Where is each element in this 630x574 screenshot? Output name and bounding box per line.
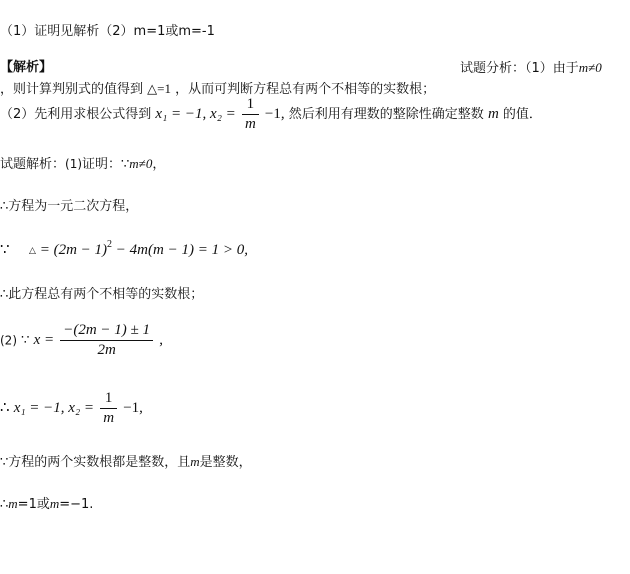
part1-text: 证明：∵ <box>82 157 130 172</box>
step5-a: ∵方程的两个实数根都是整数，且 <box>0 455 191 470</box>
step5-m: m <box>190 454 200 469</box>
solution-header-line <box>0 157 165 171</box>
step6-m2: m <box>49 496 60 511</box>
step6-m1: m <box>8 496 18 511</box>
step3-text: ∴此方程总有两个不相等的实数根； <box>0 287 204 302</box>
m-neq-zero: m≠0 <box>578 60 602 75</box>
solution-step-1 <box>0 200 138 213</box>
fraction-denominator: m <box>244 116 256 132</box>
solution-step-4 <box>0 391 143 426</box>
quadratic-numerator: −(2m − 1) ± 1 <box>60 323 153 341</box>
solution-header: 试题解析： <box>0 157 66 172</box>
analysis-intro: 试题分析：（1）由于 <box>460 61 579 76</box>
analysis-line-2 <box>0 82 435 96</box>
analysis-line3-b: 然后利用有理数的整除性确定整数 <box>288 107 484 122</box>
analysis-tag: 【解析】 <box>0 60 53 75</box>
discriminant-a: = (2m − 1) <box>39 242 108 258</box>
roots-tail: −1, <box>264 106 285 122</box>
step1-text: ∴方程为一元二次方程， <box>0 199 139 214</box>
roots-fraction <box>242 97 259 132</box>
step4-fraction <box>100 391 117 426</box>
discriminant-b: − 4m(m − 1) = 1 > 0, <box>115 242 248 258</box>
part1-m-neq: m≠0 <box>129 156 153 171</box>
part2-label: (2) <box>0 333 17 348</box>
delta-equals-one: △=1 <box>147 81 171 96</box>
part2-x: x = <box>33 332 55 348</box>
analysis-line3-c: 的值． <box>502 107 542 122</box>
analysis-line-3 <box>0 97 542 132</box>
solution-part-2 <box>0 323 163 358</box>
analysis-header-right <box>460 61 602 75</box>
integer-m: m <box>487 106 499 122</box>
analysis-line2-a: ，则计算判别式的值得到 <box>0 82 144 97</box>
part1-end: ， <box>152 157 166 172</box>
step6-a: ∴ <box>0 497 9 512</box>
answer-line <box>0 25 215 38</box>
solution-step-5 <box>0 455 252 469</box>
part2-end: , <box>159 332 163 348</box>
discriminant-exponent: 2 <box>107 239 113 250</box>
step6-b: =1或 <box>17 497 50 512</box>
fraction-numerator: 1 <box>242 97 259 115</box>
step5-b: 是整数， <box>199 455 252 470</box>
roots-formula: x₁ = −1, x₂ = <box>155 106 236 122</box>
solution-step-2 <box>0 240 248 258</box>
quadratic-denominator: 2m <box>97 342 116 358</box>
analysis-line2-b: ，从而可判断方程总有两个不相等的实数根； <box>175 82 436 97</box>
step6-c: =−1. <box>59 497 94 512</box>
step4-end: −1, <box>123 400 143 416</box>
analysis-line3-a: （2）先利用求根公式得到 <box>0 107 152 122</box>
analysis-tag-line <box>0 61 52 74</box>
solution-step-6 <box>0 497 93 511</box>
part2-because: ∵ <box>21 333 30 348</box>
step4-roots: x₁ = −1, x₂ = <box>13 400 95 416</box>
therefore-symbol: ∴ <box>0 400 10 416</box>
quadratic-formula-fraction <box>60 323 153 358</box>
step4-denominator: m <box>103 410 115 426</box>
solution-step-3 <box>0 288 203 301</box>
delta-symbol: △ <box>29 245 36 255</box>
because-symbol: ∵ <box>0 242 10 258</box>
step4-numerator: 1 <box>100 391 117 409</box>
answer-text: （1）证明见解析（2）m=1或m=-1 <box>0 24 215 39</box>
part1-label: (1) <box>65 157 83 171</box>
